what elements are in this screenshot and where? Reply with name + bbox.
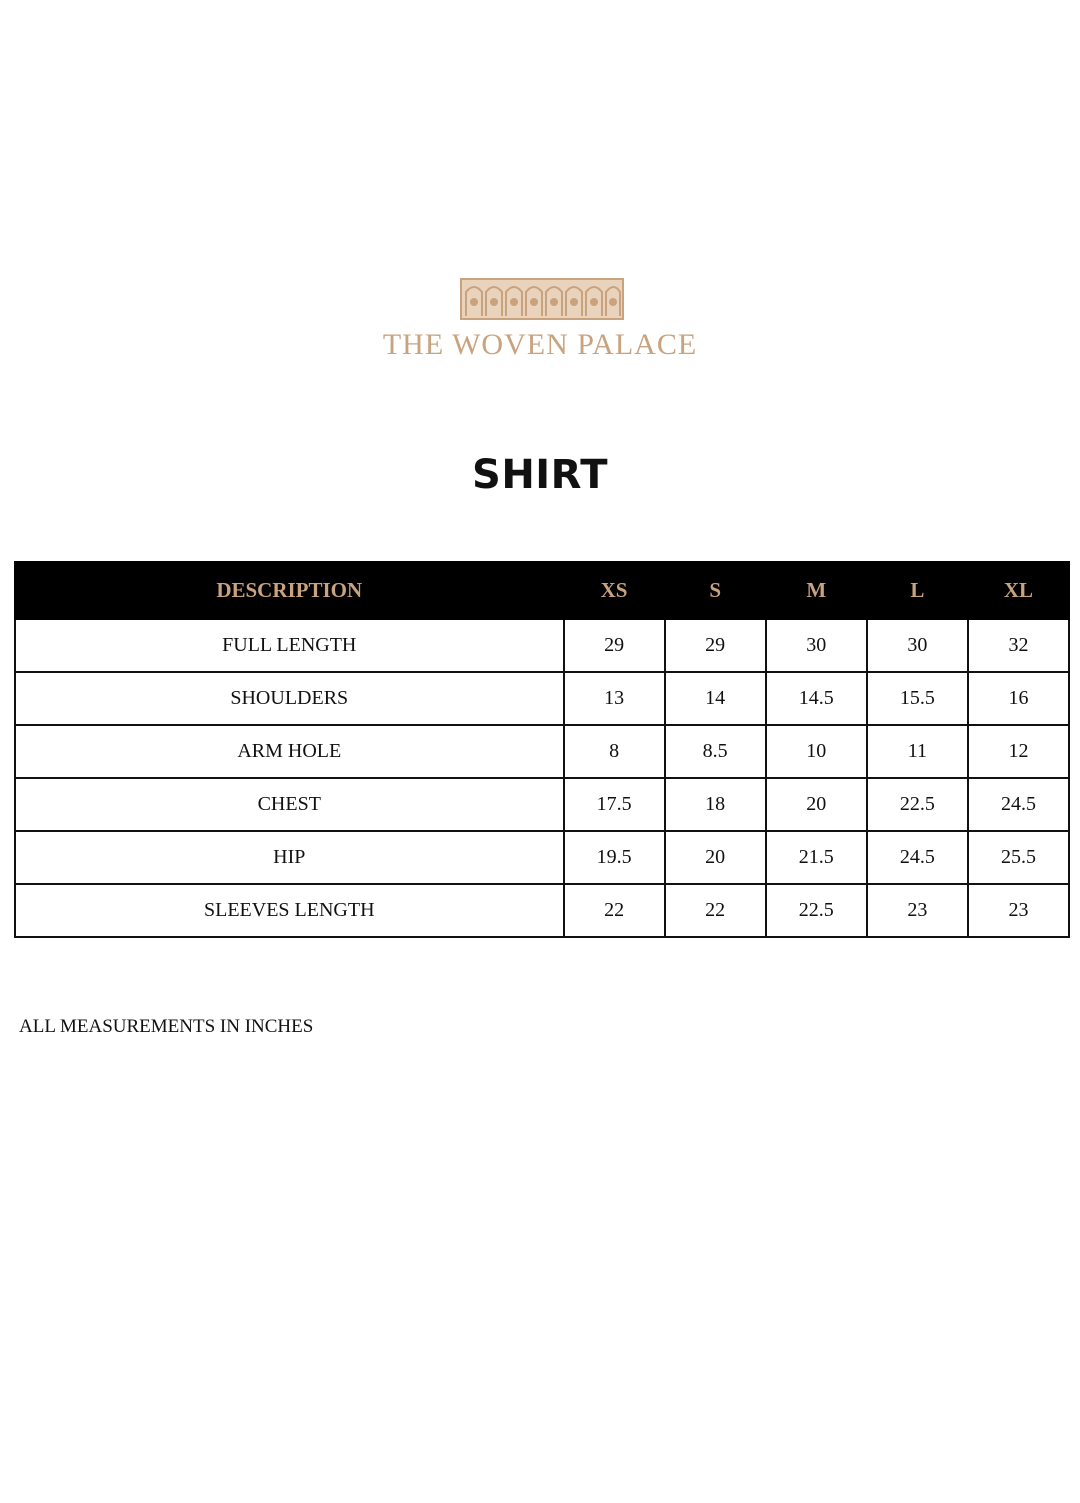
header-size-s: S [665, 562, 766, 619]
row-label: SLEEVES LENGTH [15, 884, 564, 937]
header-description: DESCRIPTION [15, 562, 564, 619]
table-row [15, 884, 1069, 937]
table-row [15, 672, 1069, 725]
row-label: FULL LENGTH [15, 619, 564, 672]
cell-value: 25.5 [968, 831, 1069, 884]
table-row [15, 778, 1069, 831]
row-label: HIP [15, 831, 564, 884]
cell-value: 20 [665, 831, 766, 884]
row-label: CHEST [15, 778, 564, 831]
cell-value: 16 [968, 672, 1069, 725]
measurement-note: ALL MEASUREMENTS IN INCHES [19, 1016, 314, 1037]
cell-value: 22 [665, 884, 766, 937]
cell-value: 15.5 [867, 672, 968, 725]
cell-value: 8 [564, 725, 665, 778]
cell-value: 14 [665, 672, 766, 725]
table-row [15, 619, 1069, 672]
cell-value: 23 [968, 884, 1069, 937]
palace-arches-icon [460, 278, 624, 320]
header-size-l: L [867, 562, 968, 619]
table-row [15, 725, 1069, 778]
cell-value: 20 [766, 778, 867, 831]
cell-value: 22.5 [867, 778, 968, 831]
row-label: ARM HOLE [15, 725, 564, 778]
row-label: SHOULDERS [15, 672, 564, 725]
cell-value: 10 [766, 725, 867, 778]
cell-value: 30 [867, 619, 968, 672]
cell-value: 24.5 [968, 778, 1069, 831]
cell-value: 13 [564, 672, 665, 725]
cell-value: 21.5 [766, 831, 867, 884]
cell-value: 18 [665, 778, 766, 831]
cell-value: 23 [867, 884, 968, 937]
table-header-row [15, 562, 1069, 619]
cell-value: 29 [665, 619, 766, 672]
size-chart-table [14, 561, 1070, 938]
cell-value: 24.5 [867, 831, 968, 884]
page-title: SHIRT [472, 452, 608, 498]
cell-value: 19.5 [564, 831, 665, 884]
cell-value: 22.5 [766, 884, 867, 937]
brand-name: THE WOVEN PALACE [382, 328, 698, 361]
header-size-xl: XL [968, 562, 1069, 619]
cell-value: 14.5 [766, 672, 867, 725]
cell-value: 30 [766, 619, 867, 672]
header-size-m: M [766, 562, 867, 619]
cell-value: 29 [564, 619, 665, 672]
cell-value: 8.5 [665, 725, 766, 778]
cell-value: 11 [867, 725, 968, 778]
cell-value: 17.5 [564, 778, 665, 831]
cell-value: 32 [968, 619, 1069, 672]
cell-value: 12 [968, 725, 1069, 778]
header-size-xs: XS [564, 562, 665, 619]
table-row [15, 831, 1069, 884]
cell-value: 22 [564, 884, 665, 937]
